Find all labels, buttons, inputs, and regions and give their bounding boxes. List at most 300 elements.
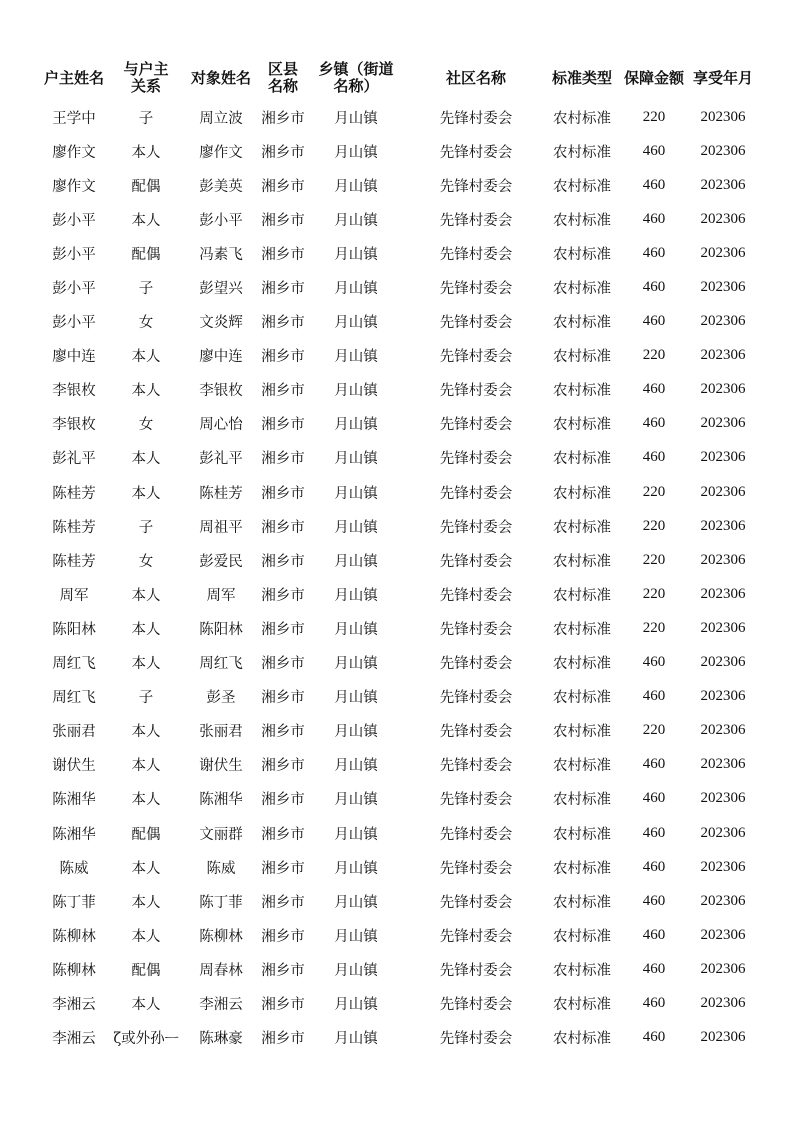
benefit-amount-cell: 220 [642,347,666,364]
benefit-month-cell: 202306 [700,279,746,296]
community-name-cell: 先锋村委会 [439,621,513,638]
benefit-amount-cell: 220 [642,108,666,125]
relation-to-head-cell: 本人 [131,349,161,366]
header-township [306,56,406,100]
benefit-amount-cell: 460 [642,142,666,159]
recipient-name-cell: 彭圣 [206,690,236,707]
township-name-cell: 月山镇 [334,178,378,195]
county-name-cell: 湘乡市 [261,349,305,366]
township-name-cell: 月山镇 [334,519,378,536]
table-row [38,816,756,850]
relation-to-head-cell: 本人 [131,621,161,638]
county-name-cell: 湘乡市 [261,860,305,877]
standard-type-cell: 农村标准 [553,1031,611,1048]
household-head-name-cell: 周红飞 [52,656,96,673]
table-row [38,646,756,680]
header-row [38,56,756,100]
benefit-amount-cell: 460 [642,790,666,807]
table-row [38,509,756,543]
standard-type-cell: 农村标准 [553,144,611,161]
table-row [38,305,756,339]
township-name-cell: 月山镇 [334,110,378,127]
relation-to-head-cell: 子 [138,519,154,536]
table-row [38,441,756,475]
township-name-cell: 月山镇 [334,315,378,332]
county-name-cell: 湘乡市 [261,724,305,741]
benefit-month-cell: 202306 [700,517,746,534]
household-head-name-cell: 彭小平 [52,246,96,263]
benefit-month-cell: 202306 [700,619,746,636]
township-name-cell: 月山镇 [334,690,378,707]
standard-type-cell: 农村标准 [553,553,611,570]
table-row [38,748,756,782]
township-name-cell: 月山镇 [334,144,378,161]
township-name-cell: 月山镇 [334,656,378,673]
household-head-name-cell: 陈桂芳 [52,485,96,502]
recipient-name-cell: 彭望兴 [199,281,243,298]
recipient-name-cell: 彭小平 [199,212,243,229]
benefit-month-cell: 202306 [700,994,746,1011]
header-relation-to-head-line2: 关系 [130,77,161,95]
benefit-amount-cell: 460 [642,892,666,909]
standard-type-cell: 农村标准 [553,621,611,638]
benefit-month-cell: 202306 [700,108,746,125]
recipient-table [38,56,756,1055]
household-head-name-cell: 谢伏生 [52,758,96,775]
township-name-cell: 月山镇 [334,587,378,604]
standard-type-cell: 农村标准 [553,962,611,979]
relation-to-head-cell: 本人 [131,758,161,775]
community-name-cell: 先锋村委会 [439,110,513,127]
township-name-cell: 月山镇 [334,553,378,570]
township-name-cell: 月山镇 [334,826,378,843]
township-name-cell: 月山镇 [334,417,378,434]
community-name-cell: 先锋村委会 [439,656,513,673]
standard-type-cell: 农村标准 [553,928,611,945]
standard-type-cell: 农村标准 [553,349,611,366]
township-name-cell: 月山镇 [334,724,378,741]
township-name-cell: 月山镇 [334,996,378,1013]
benefit-month-cell: 202306 [700,415,746,432]
recipient-name-cell: 陈柳林 [199,928,243,945]
community-name-cell: 先锋村委会 [439,724,513,741]
household-head-name-cell: 陈桂芳 [52,519,96,536]
relation-to-head-cell: 本人 [131,860,161,877]
benefit-month-cell: 202306 [700,347,746,364]
relation-to-head-cell: 本人 [131,587,161,604]
table-row [38,850,756,884]
township-name-cell: 月山镇 [334,349,378,366]
table-row [38,884,756,918]
community-name-cell: 先锋村委会 [439,587,513,604]
community-name-cell: 先锋村委会 [439,383,513,400]
county-name-cell: 湘乡市 [261,485,305,502]
table-row [38,202,756,236]
relation-to-head-cell: 本人 [131,212,161,229]
household-head-name-cell: 陈湘华 [52,792,96,809]
table-row [38,270,756,304]
table-row [38,1021,756,1055]
county-name-cell: 湘乡市 [261,928,305,945]
table-row [38,611,756,645]
standard-type-cell: 农村标准 [553,758,611,775]
recipient-name-cell: 周红飞 [199,656,243,673]
county-name-cell: 湘乡市 [261,144,305,161]
community-name-cell: 先锋村委会 [439,894,513,911]
household-head-name-cell: 周红飞 [52,690,96,707]
benefit-amount-cell: 460 [642,313,666,330]
township-name-cell: 月山镇 [334,792,378,809]
county-name-cell: 湘乡市 [261,246,305,263]
recipient-name-cell: 彭礼平 [199,451,243,468]
recipient-name-cell: 谢伏生 [199,758,243,775]
community-name-cell: 先锋村委会 [439,962,513,979]
header-recipient-name-line1: 对象姓名 [190,68,251,87]
relation-to-head-cell: 配偶 [131,962,161,979]
benefit-amount-cell: 460 [642,858,666,875]
township-name-cell: 月山镇 [334,281,378,298]
table-row [38,373,756,407]
standard-type-cell: 农村标准 [553,690,611,707]
relation-to-head-cell: 本人 [131,928,161,945]
county-name-cell: 湘乡市 [261,178,305,195]
header-township-line2: 名称） [333,77,379,95]
recipient-name-cell: 陈阳林 [199,621,243,638]
benefit-amount-cell: 460 [642,415,666,432]
benefit-amount-cell: 460 [642,279,666,296]
header-standard-type [546,56,618,100]
standard-type-cell: 农村标准 [553,281,611,298]
table-row [38,714,756,748]
township-name-cell: 月山镇 [334,621,378,638]
household-head-name-cell: 陈桂芳 [52,553,96,570]
benefit-month-cell: 202306 [700,210,746,227]
household-head-name-cell: 周军 [59,587,89,604]
header-county-line2: 名称 [267,77,298,95]
table-row [38,543,756,577]
county-name-cell: 湘乡市 [261,758,305,775]
township-name-cell: 月山镇 [334,451,378,468]
header-community [406,56,546,100]
household-head-name-cell: 陈丁菲 [52,894,96,911]
relation-to-head-cell: 本人 [131,656,161,673]
household-head-name-cell: 李银枚 [52,417,96,434]
header-household-head-name [38,56,110,100]
recipient-name-cell: 周祖平 [199,519,243,536]
relation-to-head-cell: 本人 [131,485,161,502]
household-head-name-cell: 王学中 [52,110,96,127]
household-head-name-cell: 彭小平 [52,315,96,332]
county-name-cell: 湘乡市 [261,962,305,979]
benefit-month-cell: 202306 [700,585,746,602]
standard-type-cell: 农村标准 [553,826,611,843]
recipient-name-cell: 陈桂芳 [199,485,243,502]
recipient-name-cell: 周立波 [199,110,243,127]
table-row [38,577,756,611]
benefit-month-cell: 202306 [700,142,746,159]
benefit-month-cell: 202306 [700,858,746,875]
benefit-month-cell: 202306 [700,483,746,500]
community-name-cell: 先锋村委会 [439,485,513,502]
county-name-cell: 湘乡市 [261,621,305,638]
community-name-cell: 先锋村委会 [439,178,513,195]
household-head-name-cell: 陈威 [59,860,89,877]
recipient-name-cell: 文丽群 [199,826,243,843]
relation-to-head-cell: 本人 [131,451,161,468]
standard-type-cell: 农村标准 [553,315,611,332]
township-name-cell: 月山镇 [334,246,378,263]
benefit-amount-cell: 220 [642,517,666,534]
benefit-amount-cell: 460 [642,449,666,466]
household-head-name-cell: 廖作文 [52,144,96,161]
township-name-cell: 月山镇 [334,962,378,979]
household-head-name-cell: 彭小平 [52,212,96,229]
header-county [260,56,306,100]
county-name-cell: 湘乡市 [261,110,305,127]
community-name-cell: 先锋村委会 [439,826,513,843]
relation-to-head-cell: 本人 [131,996,161,1013]
county-name-cell: 湘乡市 [261,451,305,468]
table-row [38,475,756,509]
household-head-name-cell: 陈柳林 [52,962,96,979]
community-name-cell: 先锋村委会 [439,690,513,707]
community-name-cell: 先锋村委会 [439,212,513,229]
community-name-cell: 先锋村委会 [439,349,513,366]
recipient-name-cell: 陈威 [206,860,236,877]
standard-type-cell: 农村标准 [553,212,611,229]
header-standard-type-line1: 标准类型 [551,68,612,87]
household-head-name-cell: 彭小平 [52,281,96,298]
standard-type-cell: 农村标准 [553,417,611,434]
relation-to-head-cell: 配偶 [131,178,161,195]
township-name-cell: 月山镇 [334,485,378,502]
relation-to-head-cell: 配偶 [131,246,161,263]
benefit-month-cell: 202306 [700,244,746,261]
recipient-name-cell: 周军 [206,587,236,604]
relation-to-head-cell: 女 [138,417,154,434]
township-name-cell: 月山镇 [334,860,378,877]
benefit-amount-cell: 220 [642,619,666,636]
header-relation-to-head-line1: 与户主 [123,60,169,78]
relation-to-head-cell: 本人 [131,894,161,911]
township-name-cell: 月山镇 [334,1031,378,1048]
county-name-cell: 湘乡市 [261,587,305,604]
recipient-name-cell: 李湘云 [199,996,243,1013]
household-head-name-cell: 李湘云 [52,1031,96,1048]
community-name-cell: 先锋村委会 [439,315,513,332]
header-recipient-name [182,56,260,100]
household-head-name-cell: 李湘云 [52,996,96,1013]
table-row [38,236,756,270]
benefit-amount-cell: 460 [642,756,666,773]
relation-to-head-cell: 女 [138,315,154,332]
household-head-name-cell: 彭礼平 [52,451,96,468]
header-relation-to-head [110,56,182,100]
relation-to-head-cell: 本人 [131,792,161,809]
benefit-month-cell: 202306 [700,960,746,977]
community-name-cell: 先锋村委会 [439,451,513,468]
county-name-cell: 湘乡市 [261,656,305,673]
relief-recipient-sheet [38,56,756,1055]
benefit-month-cell: 202306 [700,313,746,330]
community-name-cell: 先锋村委会 [439,281,513,298]
recipient-name-cell: 周春林 [199,962,243,979]
benefit-month-cell: 202306 [700,824,746,841]
household-head-name-cell: 廖中连 [52,349,96,366]
relation-to-head-cell: 本人 [131,724,161,741]
household-head-name-cell: 廖作文 [52,178,96,195]
recipient-name-cell: 陈湘华 [199,792,243,809]
header-community-line1: 社区名称 [445,68,506,87]
standard-type-cell: 农村标准 [553,178,611,195]
recipient-name-cell: 周心怡 [199,417,243,434]
table-row [38,986,756,1020]
relation-to-head-cell: 子 [138,110,154,127]
standard-type-cell: 农村标准 [553,110,611,127]
standard-type-cell: 农村标准 [553,724,611,741]
household-head-name-cell: 陈湘华 [52,826,96,843]
standard-type-cell: 农村标准 [553,587,611,604]
benefit-amount-cell: 460 [642,688,666,705]
township-name-cell: 月山镇 [334,212,378,229]
table-header [38,56,756,100]
relation-to-head-cell: 子 [138,690,154,707]
standard-type-cell: 农村标准 [553,451,611,468]
benefit-amount-cell: 220 [642,585,666,602]
benefit-amount-cell: 460 [642,176,666,193]
township-name-cell: 月山镇 [334,383,378,400]
community-name-cell: 先锋村委会 [439,1031,513,1048]
benefit-amount-cell: 460 [642,381,666,398]
table-row [38,339,756,373]
recipient-name-cell: 李银枚 [199,383,243,400]
household-head-name-cell: 张丽君 [52,724,96,741]
table-row [38,134,756,168]
county-name-cell: 湘乡市 [261,996,305,1013]
benefit-amount-cell: 460 [642,654,666,671]
benefit-month-cell: 202306 [700,892,746,909]
benefit-month-cell: 202306 [700,1029,746,1046]
recipient-name-cell: 彭爱民 [199,553,243,570]
table-row [38,782,756,816]
county-name-cell: 湘乡市 [261,1031,305,1048]
benefit-month-cell: 202306 [700,654,746,671]
community-name-cell: 先锋村委会 [439,519,513,536]
household-head-name-cell: 陈柳林 [52,928,96,945]
header-county-line1: 区县 [267,60,298,78]
header-township-line1: 乡镇（街道 [318,60,394,78]
community-name-cell: 先锋村委会 [439,860,513,877]
header-benefit-amount-line1: 保障金额 [623,68,684,87]
relation-to-head-cell: 本人 [131,383,161,400]
relation-to-head-cell: 配偶 [131,826,161,843]
recipient-name-cell: 冯素飞 [199,246,243,263]
township-name-cell: 月山镇 [334,758,378,775]
header-household-head-name-line1: 户主姓名 [43,68,104,87]
recipient-name-cell: 张丽君 [199,724,243,741]
household-head-name-cell: 陈阳林 [52,621,96,638]
benefit-month-cell: 202306 [700,926,746,943]
recipient-name-cell: 廖作文 [199,144,243,161]
county-name-cell: 湘乡市 [261,894,305,911]
table-row [38,680,756,714]
benefit-month-cell: 202306 [700,722,746,739]
standard-type-cell: 农村标准 [553,519,611,536]
table-row [38,100,756,134]
table-body [38,100,756,1055]
township-name-cell: 月山镇 [334,894,378,911]
table-row [38,168,756,202]
standard-type-cell: 农村标准 [553,485,611,502]
recipient-name-cell: 彭美英 [199,178,243,195]
community-name-cell: 先锋村委会 [439,553,513,570]
table-row [38,407,756,441]
benefit-month-cell: 202306 [700,381,746,398]
county-name-cell: 湘乡市 [261,212,305,229]
community-name-cell: 先锋村委会 [439,417,513,434]
header-benefit-month-line1: 享受年月 [692,68,753,87]
standard-type-cell: 农村标准 [553,246,611,263]
standard-type-cell: 农村标准 [553,656,611,673]
standard-type-cell: 农村标准 [553,894,611,911]
benefit-month-cell: 202306 [700,449,746,466]
benefit-amount-cell: 460 [642,824,666,841]
relation-to-head-cell: 本人 [131,144,161,161]
county-name-cell: 湘乡市 [261,383,305,400]
benefit-amount-cell: 220 [642,551,666,568]
recipient-name-cell: 文炎辉 [199,315,243,332]
community-name-cell: 先锋村委会 [439,928,513,945]
recipient-name-cell: 廖中连 [199,349,243,366]
relation-to-head-cell: ζ或外孙ᅳ [113,1031,179,1048]
county-name-cell: 湘乡市 [261,519,305,536]
standard-type-cell: 农村标准 [553,792,611,809]
benefit-amount-cell: 460 [642,926,666,943]
county-name-cell: 湘乡市 [261,417,305,434]
benefit-amount-cell: 220 [642,722,666,739]
benefit-amount-cell: 460 [642,960,666,977]
county-name-cell: 湘乡市 [261,690,305,707]
county-name-cell: 湘乡市 [261,315,305,332]
benefit-month-cell: 202306 [700,756,746,773]
benefit-amount-cell: 460 [642,994,666,1011]
benefit-amount-cell: 460 [642,1029,666,1046]
relation-to-head-cell: 子 [138,281,154,298]
community-name-cell: 先锋村委会 [439,792,513,809]
header-benefit-amount [618,56,690,100]
county-name-cell: 湘乡市 [261,792,305,809]
benefit-amount-cell: 220 [642,483,666,500]
recipient-name-cell: 陈丁菲 [199,894,243,911]
county-name-cell: 湘乡市 [261,281,305,298]
benefit-amount-cell: 460 [642,210,666,227]
county-name-cell: 湘乡市 [261,826,305,843]
household-head-name-cell: 李银枚 [52,383,96,400]
community-name-cell: 先锋村委会 [439,144,513,161]
table-row [38,918,756,952]
header-benefit-month [690,56,756,100]
standard-type-cell: 农村标准 [553,383,611,400]
township-name-cell: 月山镇 [334,928,378,945]
benefit-amount-cell: 460 [642,244,666,261]
benefit-month-cell: 202306 [700,790,746,807]
community-name-cell: 先锋村委会 [439,996,513,1013]
recipient-name-cell: 陈琳豪 [199,1031,243,1048]
benefit-month-cell: 202306 [700,688,746,705]
standard-type-cell: 农村标准 [553,996,611,1013]
community-name-cell: 先锋村委会 [439,246,513,263]
community-name-cell: 先锋村委会 [439,758,513,775]
